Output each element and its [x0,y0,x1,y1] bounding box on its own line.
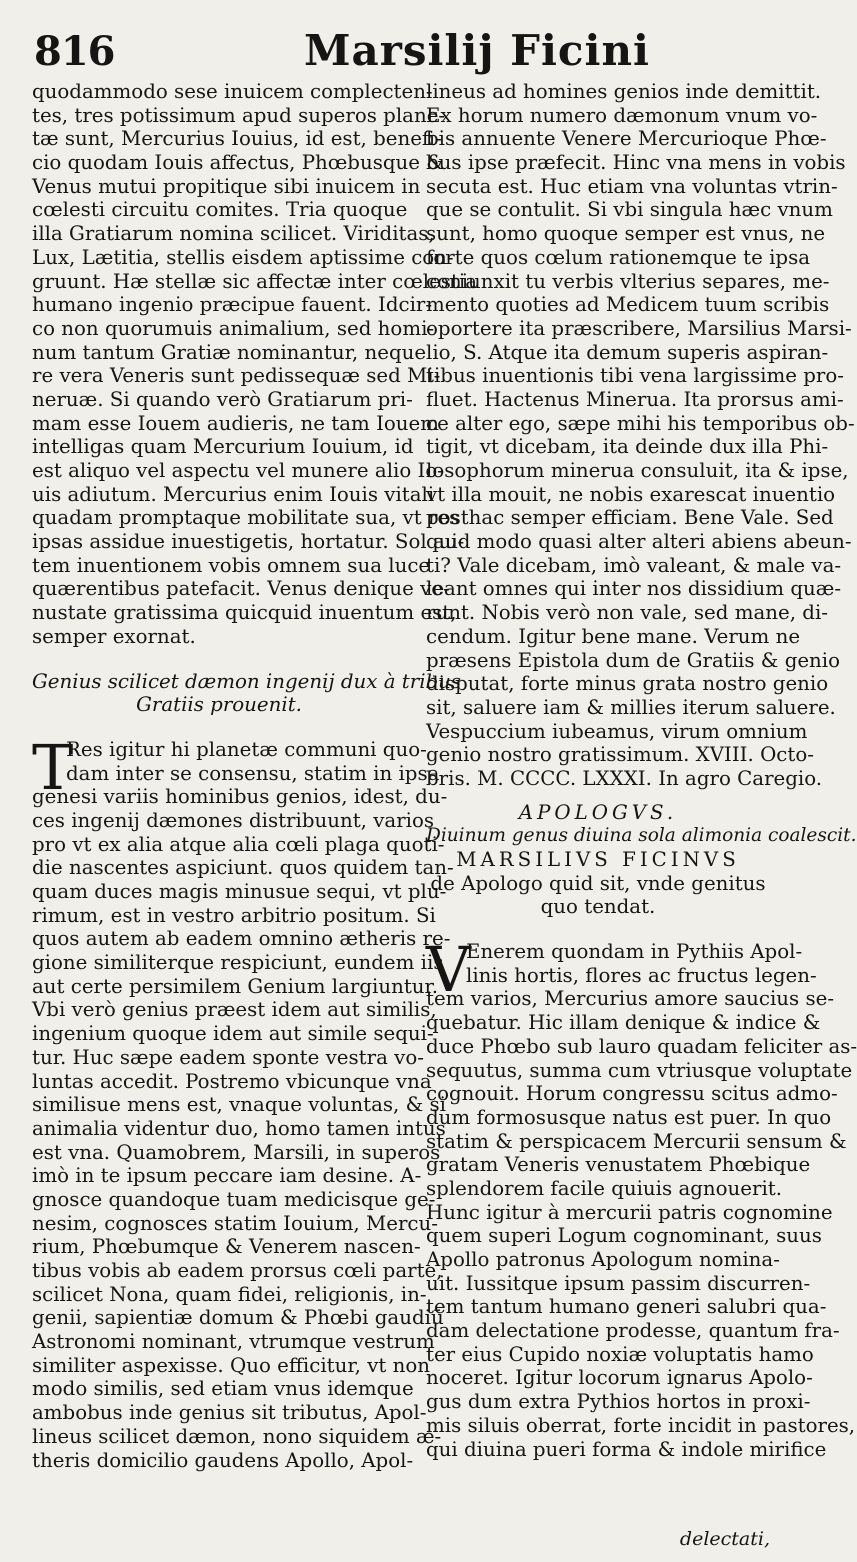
text-line: Venus mutui propitique sibi inuicem in [32,174,421,198]
text-line: co non quorumuis animalium, sed homi- [32,316,435,340]
text-line: nesim, cognosces statim Iouium, Mercu- [32,1211,438,1235]
text-line: tem tantum humano generi salubri qua- [426,1295,827,1319]
text-line: bus ipse præfecit. Hinc vna mens in vobis [426,151,846,175]
text-line: Astronomi nominant, vtrumque vestrum [32,1330,435,1354]
text-line: forte quos cœlum rationemque te ipsa [426,245,811,269]
text-line: ingenium quoque idem aut simile sequi- [32,1022,434,1046]
text-line: lio, S. Atque ita demum superis aspiran- [426,340,829,364]
text-line: leant omnes qui inter nos dissidium quæ- [426,577,842,601]
text-line: tes, tres potissimum apud superos plane- [32,103,446,127]
text-line: fluet. Hactenus Minerua. Ita prorsus ami- [426,387,844,411]
page-number: 816 [34,28,115,75]
text-line: genio nostro gratissimum. XVIII. Octo- [426,743,814,767]
text-line: genii, sapientiæ domum & Phœbi gaudiū [32,1306,444,1330]
text-line: sit, saluere iam & millies iterum saluere. [426,695,836,719]
text-line: posthac semper efficiam. Bene Vale. Sed [426,506,834,530]
text-line: dam inter se consensu, statim in ipsa [66,761,440,785]
text-line: est vna. Quamobrem, Marsili, in superos [32,1140,441,1164]
text-line: quam duces magis minusue sequi, vt plu- [32,880,447,903]
text-line: mis siluis oberrat, forte incidit in pastores, [426,1413,856,1437]
text-line: similiter aspexisse. Quo efficitur, vt non [32,1353,430,1377]
text-line: ipsas assidue inuestigetis, hortatur. Sol au- [32,530,465,554]
section-heading-line-2: Gratiis prouenit. [136,693,302,717]
right-column-text [426,80,855,791]
text-line: dam delectatione prodesse, quantum fra- [426,1319,840,1343]
text-line: linis hortis, flores ac fructus legen- [466,963,817,987]
apologus-subtitle-line-1: de Apologo quid sit, vnde genitus [430,871,766,895]
text-line: tigit, vt dicebam, ita deinde dux illa Phi- [426,435,829,459]
text-line: Lux, Lætitia, stellis eisdem aptissime con- [32,245,454,269]
text-line: qui diuina pueri forma & indole mirifice [426,1437,827,1461]
text-line: quem superi Logum cognominant, suus [426,1224,822,1248]
text-line: Vespuccium iubeamus, virum omnium [426,719,808,743]
text-line: Res igitur hi planetæ communi quo- [66,737,427,761]
section-heading-line-1: Genius scilicet dæmon ingenij dux à tribus [32,669,462,693]
text-line: sunt, homo quoque semper est vnus, ne [426,222,826,246]
text-line: tibus inuentionis tibi vena largissime pro- [426,364,844,388]
text-line: genesi variis hominibus genios, idest, du- [32,785,448,809]
text-line: quos autem ab eadem omnino ætheris re- [32,927,451,951]
text-line: Apollo patronus Apologum nomina- [426,1248,780,1271]
text-line: cio quodam Iouis affectus, Phœbusque & [32,151,444,175]
text-line: lineus scilicet dæmon, nono siquidem æ- [32,1424,442,1448]
left-column-text [32,80,478,649]
text-line: coniunxit tu verbis vlterius separes, me- [426,269,830,293]
text-line: disputat, forte minus grata nostro genio [426,672,829,696]
text-line: neruæ. Si quando verò Gratiarum pri- [32,387,413,411]
apologus-author: MARSILIVS FICINVS [456,848,740,871]
text-line: luntas accedit. Postremo vbicunque vna [32,1069,432,1093]
running-head: Marsilij Ficini [304,26,650,75]
text-line: que se contulit. Si vbi singula hæc vnum [426,198,833,222]
text-line: statim & perspicacem Mercurii sensum & [426,1129,847,1153]
text-line: cendum. Igitur bene mane. Verum ne [426,624,801,648]
text-line: quærentibus patefacit. Venus denique ve- [32,577,450,601]
apologus-paragraph [426,933,857,1461]
text-line: aut certe persimilem Genium largiuntur. [32,974,439,998]
text-line: Ex horum numero dæmonum vnum vo- [426,103,818,127]
right-column [426,80,857,1461]
text-line: gratam Veneris venustatem Phœbique [426,1153,811,1177]
text-line: bis annuente Venere Mercurioque Phœ- [426,127,827,151]
text-line: dum formosusque natus est puer. In quo [426,1105,832,1129]
text-line: cœlesti circuitu comites. Tria quoque [32,198,408,222]
text-line: ti? Vale dicebam, imò valeant, & male va- [426,553,842,577]
text-line: modo similis, sed etiam vnus idemque [32,1377,414,1401]
text-line: uis adiutum. Mercurius enim Iouis vitali [32,482,435,506]
dropcap-initial-v: V [426,933,471,1007]
text-line: ces ingenij dæmones distribuunt, varios [32,808,435,832]
text-line: gus dum extra Pythios hortos in proxi- [426,1390,811,1414]
text-line: imò in te ipsum peccare iam desine. A- [32,1164,422,1188]
text-line: num tantum Gratiæ nominantur, neque [32,340,427,364]
text-line: illa Gratiarum nomina scilicet. Viriditas, [32,222,435,246]
text-line: gnosce quandoque tuam medicisque ge- [32,1187,436,1211]
text-line: ter eius Cupido noxiæ voluptatis hamo [426,1342,814,1366]
text-line: similisue mens est, vnaque voluntas, & si [32,1093,446,1117]
text-line: uit. Iussitque ipsum passim discurren- [426,1271,811,1295]
text-line: duce Phœbo sub lauro quadam feliciter as- [426,1034,857,1058]
text-line: runt. Nobis verò non vale, sed mane, di- [426,601,828,625]
text-line: pro vt ex alia atque alia cœli plaga quoti- [32,832,445,856]
text-line: quebatur. Hic illam denique & indice & [426,1011,821,1035]
catchword: delectati, [679,1528,770,1550]
text-line: cognouit. Horum congressu scitus admo- [426,1082,838,1106]
text-line: est aliquo vel aspectu vel munere alio Io- [32,459,444,482]
text-line: secuta est. Huc etiam vna voluntas vtrin- [426,174,838,198]
text-line: quadam promptaque mobilitate sua, vt res [32,506,460,530]
text-line: nustate gratissima quicquid inuentum est, [32,601,457,625]
text-line: tæ sunt, Mercurius Iouius, id est, benefi- [32,127,442,151]
text-line: quid modo quasi alter alteri abiens abeun- [426,530,852,554]
text-line: ambobus inde genius sit tributus, Apol- [32,1401,427,1425]
text-line: mento quoties ad Medicem tuum scribis [426,293,830,317]
left-column [32,80,478,1472]
text-line: tem varios, Mercurius amore saucius se- [426,987,835,1011]
text-line: humano ingenio præcipue fauent. Idcir- [32,293,433,317]
text-line: Vbi verò genius præest idem aut similis, [32,998,437,1022]
text-line: quodammodo sese inuicem complecten- [32,80,433,103]
text-line: oportere ita præscribere, Marsilius Marsi- [426,316,852,340]
dropcap-initial: T [32,730,74,804]
text-line: tem inuentionem vobis omnem sua luce [32,553,431,577]
text-line: losophorum minerua consuluit, ita & ipse, [426,459,849,482]
text-line: intelligas quam Mercurium Iouium, id [32,435,414,459]
text-line: animalia videntur duo, homo tamen intus [32,1116,446,1140]
text-line: tibus vobis ab eadem prorsus cœli parte, [32,1259,443,1282]
text-line: Enerem quondam in Pythiis Apol- [466,940,803,964]
text-line: noceret. Igitur locorum ignarus Apolo- [426,1366,813,1390]
text-line: scilicet Nona, quam fidei, religionis, in- [32,1282,427,1306]
apologus-subtitle-line-2: quo tendat. [540,895,656,919]
text-line: rium, Phœbumque & Venerem nascen- [32,1235,421,1259]
text-line: splendorem facile quiuis agnouerit. [426,1176,783,1200]
text-line: lineus ad homines genios inde demittit. [426,80,822,103]
text-line: sequutus, summa cum vtriusque voluptate [426,1058,853,1082]
text-line: ce alter ego, sæpe mihi his temporibus ob- [426,411,855,435]
page-header [34,22,764,82]
text-line: semper exornat. [32,624,196,648]
text-line: re vera Veneris sunt pedissequæ sed Mi- [32,364,441,388]
text-line: theris domicilio gaudens Apollo, Apol- [32,1448,414,1472]
apologus-motto: Diuinum genus diuina sola alimonia coalescit. [426,825,857,847]
text-line: mam esse Iouem audieris, ne tam Iouem [32,411,440,435]
text-line: vt illa mouit, ne nobis exarescat inuentio [426,482,836,506]
text-line: præsens Epistola dum de Gratiis & genio [426,648,841,672]
text-line: Hunc igitur à mercurii patris cognomine [426,1200,833,1224]
text-line: gruunt. Hæ stellæ sic affectæ inter cœlestia [32,269,478,293]
text-line: bris. M. CCCC. LXXXI. In agro Caregio. [426,766,823,790]
text-line: gione similiterque respiciunt, eundem iis [32,951,444,975]
apologus-title: APOLOGVS. [518,800,678,824]
text-line: die nascentes aspiciunt. quos quidem tan- [32,856,454,880]
text-line: tur. Huc sæpe eadem sponte vestra vo- [32,1045,424,1069]
section-paragraph [32,730,454,1472]
text-line: rimum, est in vestro arbitrio positum. Si [32,903,436,927]
